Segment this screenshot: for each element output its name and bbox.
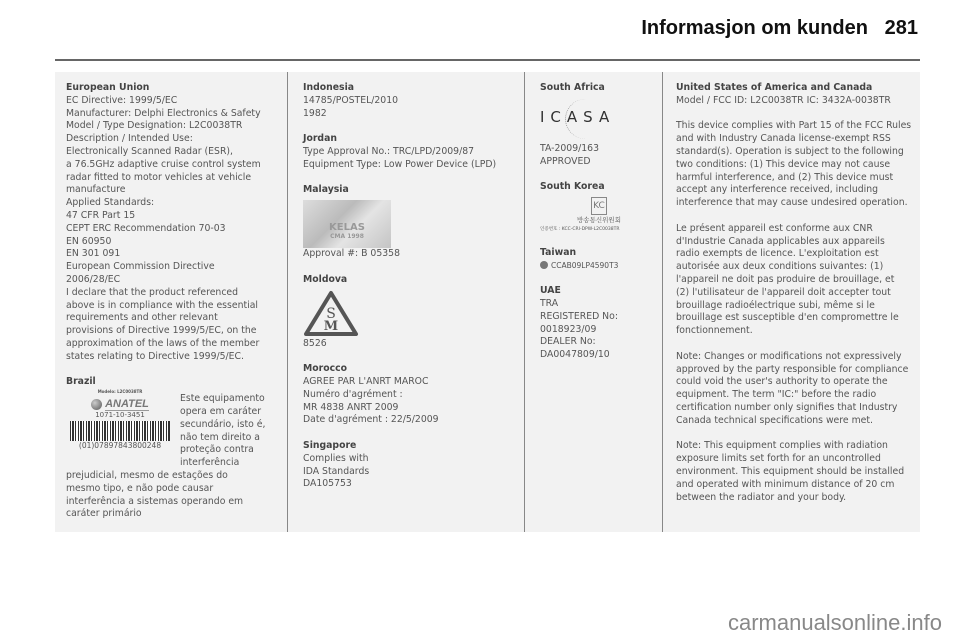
korean-cert-number: 인증번호 : KCC-CRI-DPW-L2C0038TR [540, 226, 620, 232]
svg-text:S: S [326, 305, 336, 322]
text-line: caráter primário [66, 508, 142, 520]
text-line: DEALER No: [540, 336, 596, 348]
text-line: Type Approval No.: TRC/LPD/2009/87 [303, 145, 475, 157]
text-line: standard(s). Operation is subject to the following [676, 145, 904, 157]
section-heading: UAE [540, 285, 561, 297]
text-line: provisions of Directive 1999/5/EC, on the [66, 325, 257, 337]
section-heading: Malaysia [303, 184, 349, 196]
text-line: não tem direito a [180, 431, 260, 443]
header-divider [55, 59, 920, 61]
section-heading: Taiwan [540, 246, 577, 258]
text-line: CEPT ERC Recommendation 70-03 [66, 222, 226, 234]
anatel-label [66, 389, 174, 470]
text-line: 0018923/09 [540, 323, 597, 335]
column-2 [303, 82, 518, 491]
text-line: above is in compliance with the essential [66, 299, 258, 311]
text-line: d'Industrie Canada applicables aux appareils [676, 235, 885, 247]
column-3 [540, 82, 658, 362]
column-1 [66, 82, 281, 521]
section-heading: South Africa [540, 82, 605, 93]
text-line: 1982 [303, 107, 327, 119]
text-line: accept any interference received, including [676, 184, 878, 196]
anatel-model: Modelo: L2C0038TR [97, 389, 143, 395]
text-line: opera em caráter [180, 405, 262, 417]
text-line: exposure limits set forth for an uncontrolled [676, 453, 881, 465]
kelas-logo-text: KELAS [329, 222, 365, 234]
text-line: 2006/28/EC [66, 273, 121, 285]
text-line: REGISTERED No: [540, 310, 618, 322]
text-line: Le présent appareil est conforme aux CNR [676, 222, 873, 234]
section-heading: South Korea [540, 181, 605, 193]
text-line: manufacture [66, 184, 126, 196]
text-line: requirements and other relevant [66, 312, 218, 324]
section-heading: European Union [66, 82, 150, 93]
anatel-globe-icon [91, 399, 102, 410]
text-line: mesmo tipo, e não pode causar [66, 482, 214, 494]
kelas-logo [303, 200, 391, 248]
column-divider [524, 72, 525, 532]
text-line: interferência a sistemas operando em [66, 495, 244, 507]
text-line: equipment. The term "IC:" before the radio [676, 389, 877, 401]
text-line: environment. This equipment should be installed [676, 465, 905, 477]
icasa-logo-text: ICASA [540, 107, 616, 126]
taiwan-cert-icon [540, 261, 548, 269]
text-line: prejudicial, mesmo de estações do [66, 469, 228, 481]
taiwan-code: CCAB09LP4590T3 [551, 260, 619, 270]
kc-logo: KC [591, 197, 607, 215]
text-line: brouillage est susceptible d'en compromettre le [676, 312, 899, 324]
text-line: Equipment Type: Low Power Device (LPD) [303, 158, 497, 170]
text-line: states relating to Directive 1999/5/EC. [66, 350, 244, 362]
text-line: and with Industry Canada license-exempt RSS [676, 133, 891, 145]
text-line: l'appareil ne doit pas produire de brouillage, et [676, 273, 895, 285]
text-line: approved by the party responsible for compliance [676, 363, 909, 375]
section-eu [66, 82, 281, 364]
text-line: Complies with [303, 452, 369, 464]
text-line: Electronically Scanned Radar (ESR), [66, 145, 233, 157]
text-line: Note: This equipment complies with radiation [676, 440, 888, 452]
moldova-number: 8526 [303, 337, 327, 349]
text-line: (2) l'utilisateur de l'appareil doit accepter tout [676, 286, 891, 298]
text-line: a 76.5GHz adaptive cruise control system [66, 158, 261, 170]
barcode-number: (01)07897843800248 [78, 441, 162, 451]
svg-text:M: M [323, 318, 339, 334]
text-line: EN 301 091 [66, 248, 121, 260]
text-line: Date d'agrément : 22/5/2009 [303, 414, 439, 426]
section-brazil [66, 376, 281, 521]
text-line: TA-2009/163 [540, 142, 600, 154]
text-line: Este equipamento [180, 393, 265, 405]
text-line: Canada technical specifications were met. [676, 414, 873, 426]
column-divider [287, 72, 288, 532]
paragraph [676, 440, 920, 504]
text-line: I declare that the product referenced [66, 286, 239, 298]
text-line: Model / Type Designation: L2C0038TR [66, 120, 243, 132]
page-number: 281 [884, 17, 918, 39]
anatel-logo-text: ANATEL [105, 398, 149, 411]
text-line: and operated with minimum distance of 20 cm [676, 478, 895, 490]
page-header-title: Informasjon om kunden [641, 17, 868, 39]
text-line: radio exempts de licence. L'exploitation est [676, 248, 879, 260]
text-line: 14785/POSTEL/2010 [303, 94, 399, 106]
text-line: DA0047809/10 [540, 349, 610, 361]
text-line: Applied Standards: [66, 197, 155, 209]
section-heading: Singapore [303, 439, 357, 451]
text-line: between the radiator and your body. [676, 491, 847, 503]
text-line: Numéro d'agrément : [303, 388, 403, 400]
fcc-model: Model / FCC ID: L2C0038TR IC: 3432A-0038TR [676, 94, 891, 106]
text-line: Description / Intended Use: [66, 133, 193, 145]
icasa-logo [540, 97, 658, 143]
text-line: This device complies with Part 15 of the FCC Rules [676, 120, 912, 132]
text-line: fonctionnement. [676, 325, 753, 337]
column-4 [676, 82, 920, 504]
text-line: Manufacturer: Delphi Electronics & Safety [66, 107, 261, 119]
text-line: approximation of the laws of the member [66, 337, 260, 349]
text-line: European Commission Directive [66, 261, 215, 273]
section-heading: Morocco [303, 363, 348, 375]
text-line: MR 4838 ANRT 2009 [303, 401, 399, 413]
text-line: DA105753 [303, 478, 352, 490]
anatel-code: 1071-10-3451 [95, 411, 145, 420]
kelas-logo-sub: CMA 1998 [330, 233, 364, 241]
text-line: radar fitted to motor vehicles at vehicle [66, 171, 252, 183]
text-line: two conditions: (1) This device may not cause [676, 158, 891, 170]
column-divider [662, 72, 663, 532]
text-line: TRA [540, 297, 559, 309]
text-line: IDA Standards [303, 465, 370, 477]
text-line: EC Directive: 1999/5/EC [66, 94, 178, 106]
section-heading: United States of America and Canada [676, 82, 873, 93]
text-line: 47 CFR Part 15 [66, 209, 136, 221]
text-line: brouillage radioélectrique subi, même si le [676, 299, 875, 311]
paragraph [676, 351, 920, 428]
text-line: Note: Changes or modifications not expressively [676, 350, 902, 362]
text-line: AGREE PAR L'ANRT MAROC [303, 375, 429, 387]
text-line: certification number only signifies that Industry [676, 401, 898, 413]
section-heading: Jordan [303, 133, 337, 145]
text-line: autorisée aux deux conditions suivantes: (1) [676, 261, 884, 273]
section-heading: Brazil [66, 376, 96, 388]
text-line: interferência [180, 457, 240, 469]
text-line: EN 60950 [66, 235, 112, 247]
paragraph [676, 120, 920, 210]
korean-agency: 방송통신위원회 [577, 215, 621, 224]
text-line: could void the user's authority to operate the [676, 376, 888, 388]
text-line: secundário, isto é, [180, 418, 266, 430]
sm-triangle-logo [303, 290, 359, 338]
section-heading: Indonesia [303, 82, 355, 93]
watermark: carmanualsonline.info [727, 610, 942, 635]
text-line: APPROVED [540, 155, 591, 167]
approval-number: Approval #: B 05358 [303, 248, 400, 260]
paragraph [676, 223, 920, 338]
text-line: harmful interference, and (2) This device must [676, 171, 894, 183]
section-heading: Moldova [303, 273, 348, 285]
text-line: proteção contra [180, 444, 254, 456]
text-line: interference that may cause undesired operation. [676, 197, 908, 209]
barcode-icon [70, 421, 170, 441]
